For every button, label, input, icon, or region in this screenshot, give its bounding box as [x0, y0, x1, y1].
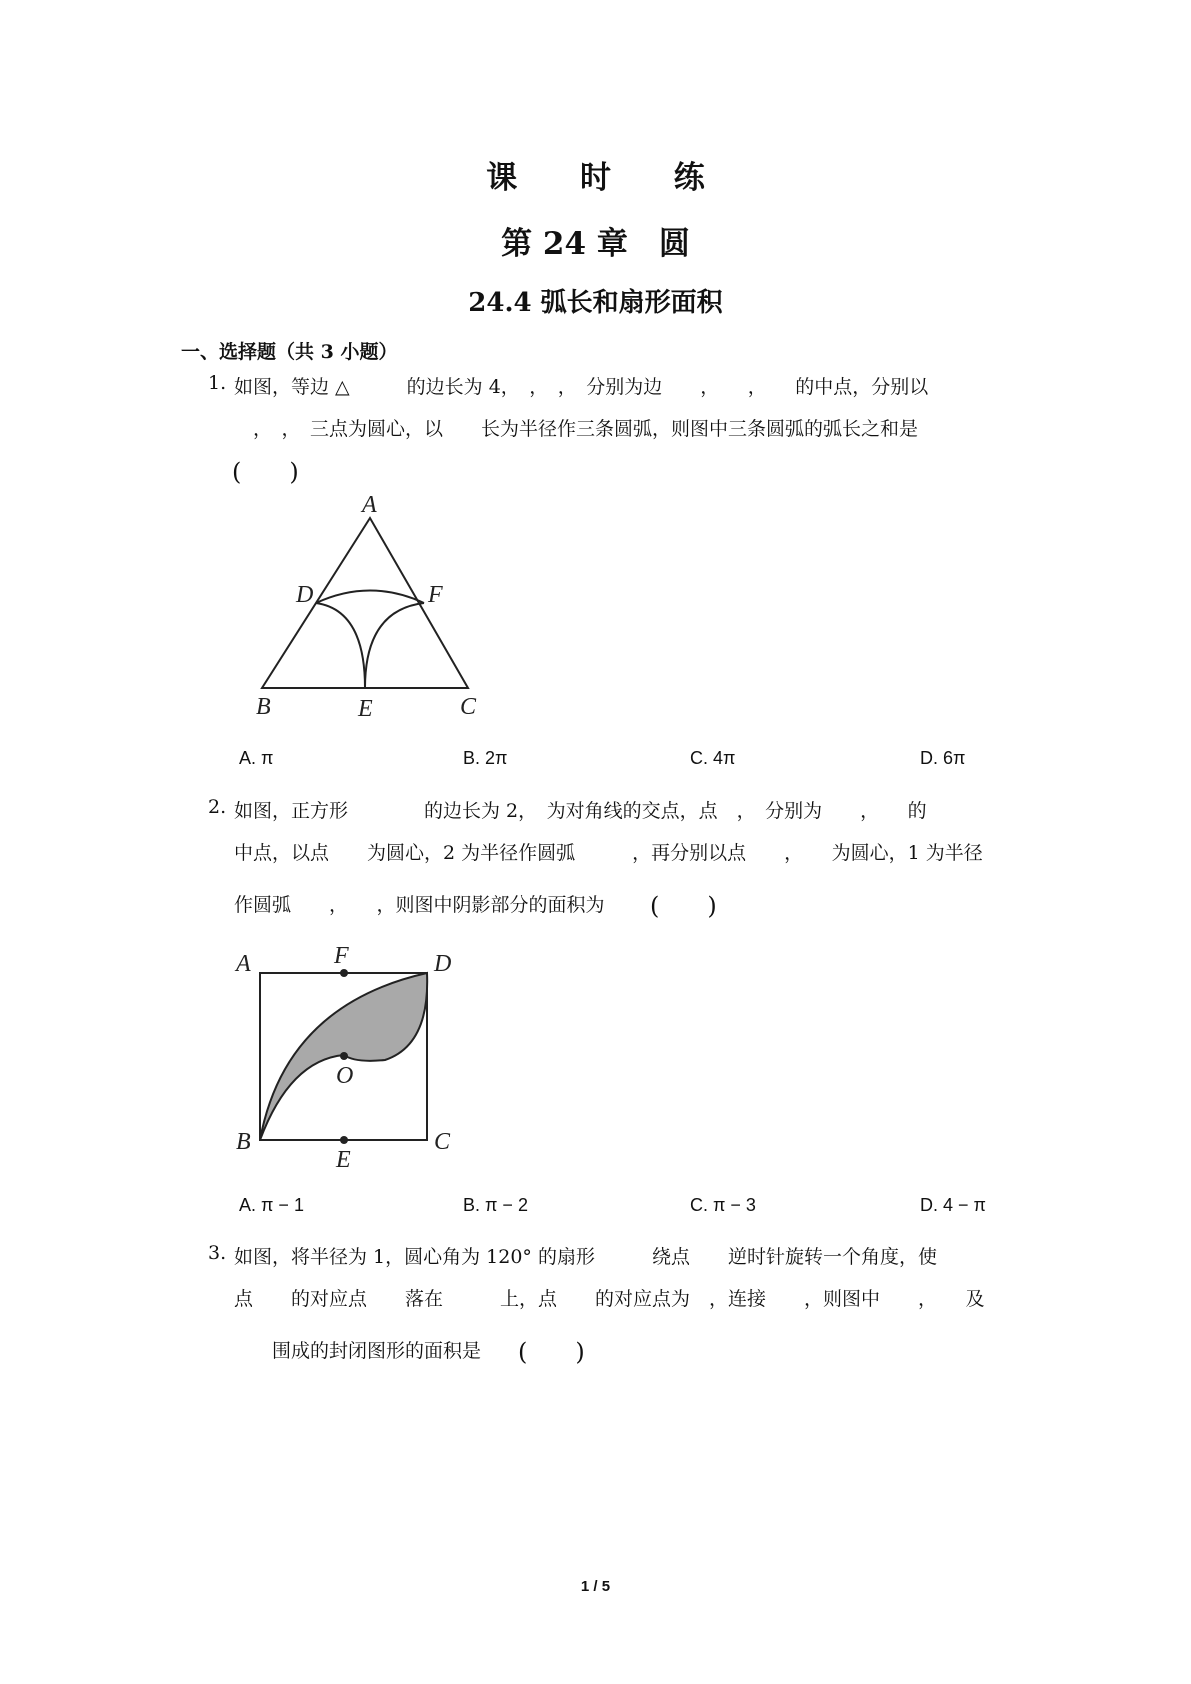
label-c: C: [460, 694, 477, 720]
arc-from-a: [316, 591, 424, 604]
point-o: [340, 1052, 348, 1060]
arc-from-b: [316, 603, 365, 688]
option-b: B. 2π: [463, 748, 508, 768]
label-o: O: [336, 1063, 354, 1089]
answer-parentheses: ( ): [518, 1338, 585, 1366]
answer-parentheses: ( ): [650, 892, 717, 920]
label-e: E: [336, 1147, 351, 1173]
arc-from-c: [365, 603, 424, 688]
figure-triangle: [240, 490, 480, 720]
label-d: D: [434, 951, 452, 977]
label-f: F: [428, 582, 443, 608]
question-line: 如图，等边 △ 的边长为 4， ， ， 分别为边 ， ， 的中点，分别以: [234, 376, 929, 398]
question-number: 3.: [208, 1242, 227, 1264]
page-number: 1 / 5: [580, 1578, 611, 1595]
option-b: B. π − 2: [463, 1195, 528, 1215]
answer-parentheses: ( ): [232, 458, 299, 486]
label-d: D: [296, 582, 314, 608]
question-line: 如图，将半径为 1，圆心角为 120° 的扇形 绕点 逆时针旋转一个角度，使: [234, 1246, 937, 1268]
page-title: 课 时 练: [486, 160, 731, 196]
chapter-title: 第 24 章 圆: [501, 226, 690, 262]
label-a: A: [236, 951, 251, 977]
label-b: B: [256, 694, 271, 720]
lesson-title: 24.4 弧长和扇形面积: [468, 288, 723, 318]
label-f: F: [334, 943, 349, 969]
question-number: 1.: [208, 372, 227, 394]
figure-square: [230, 935, 470, 1175]
question-line: 围成的封闭图形的面积是: [272, 1340, 482, 1362]
label-c: C: [434, 1129, 451, 1155]
label-a: A: [362, 492, 377, 518]
label-e: E: [358, 696, 373, 720]
point-f: [340, 969, 348, 977]
question-line: ， ， 三点为圆心，以 长为半径作三条圆弧，则图中三条圆弧的弧长之和是: [234, 418, 919, 440]
section-heading: 一、选择题（共 3 小题）: [181, 341, 398, 363]
option-c: C. π − 3: [690, 1195, 756, 1215]
label-b: B: [236, 1129, 251, 1155]
question-line: 中点，以点 为圆心，2 为半径作圆弧 ，再分别以点 ， 为圆心，1 为半径: [234, 842, 983, 864]
question-line: 作圆弧 ， ，则图中阴影部分的面积为: [234, 894, 605, 916]
question-number: 2.: [208, 796, 227, 818]
option-a: A. π − 1: [239, 1195, 304, 1215]
question-line: 如图，正方形 的边长为 2， 为对角线的交点，点 ， 分别为 ， 的: [234, 800, 927, 822]
option-d: D. 6π: [920, 748, 966, 768]
question-line: 点 的对应点 落在 上，点 的对应点为 ，连接 ，则图中 ， 及: [234, 1288, 985, 1310]
option-a: A. π: [239, 748, 274, 768]
option-c: C. 4π: [690, 748, 736, 768]
point-e: [340, 1136, 348, 1144]
option-d: D. 4 − π: [920, 1195, 986, 1215]
